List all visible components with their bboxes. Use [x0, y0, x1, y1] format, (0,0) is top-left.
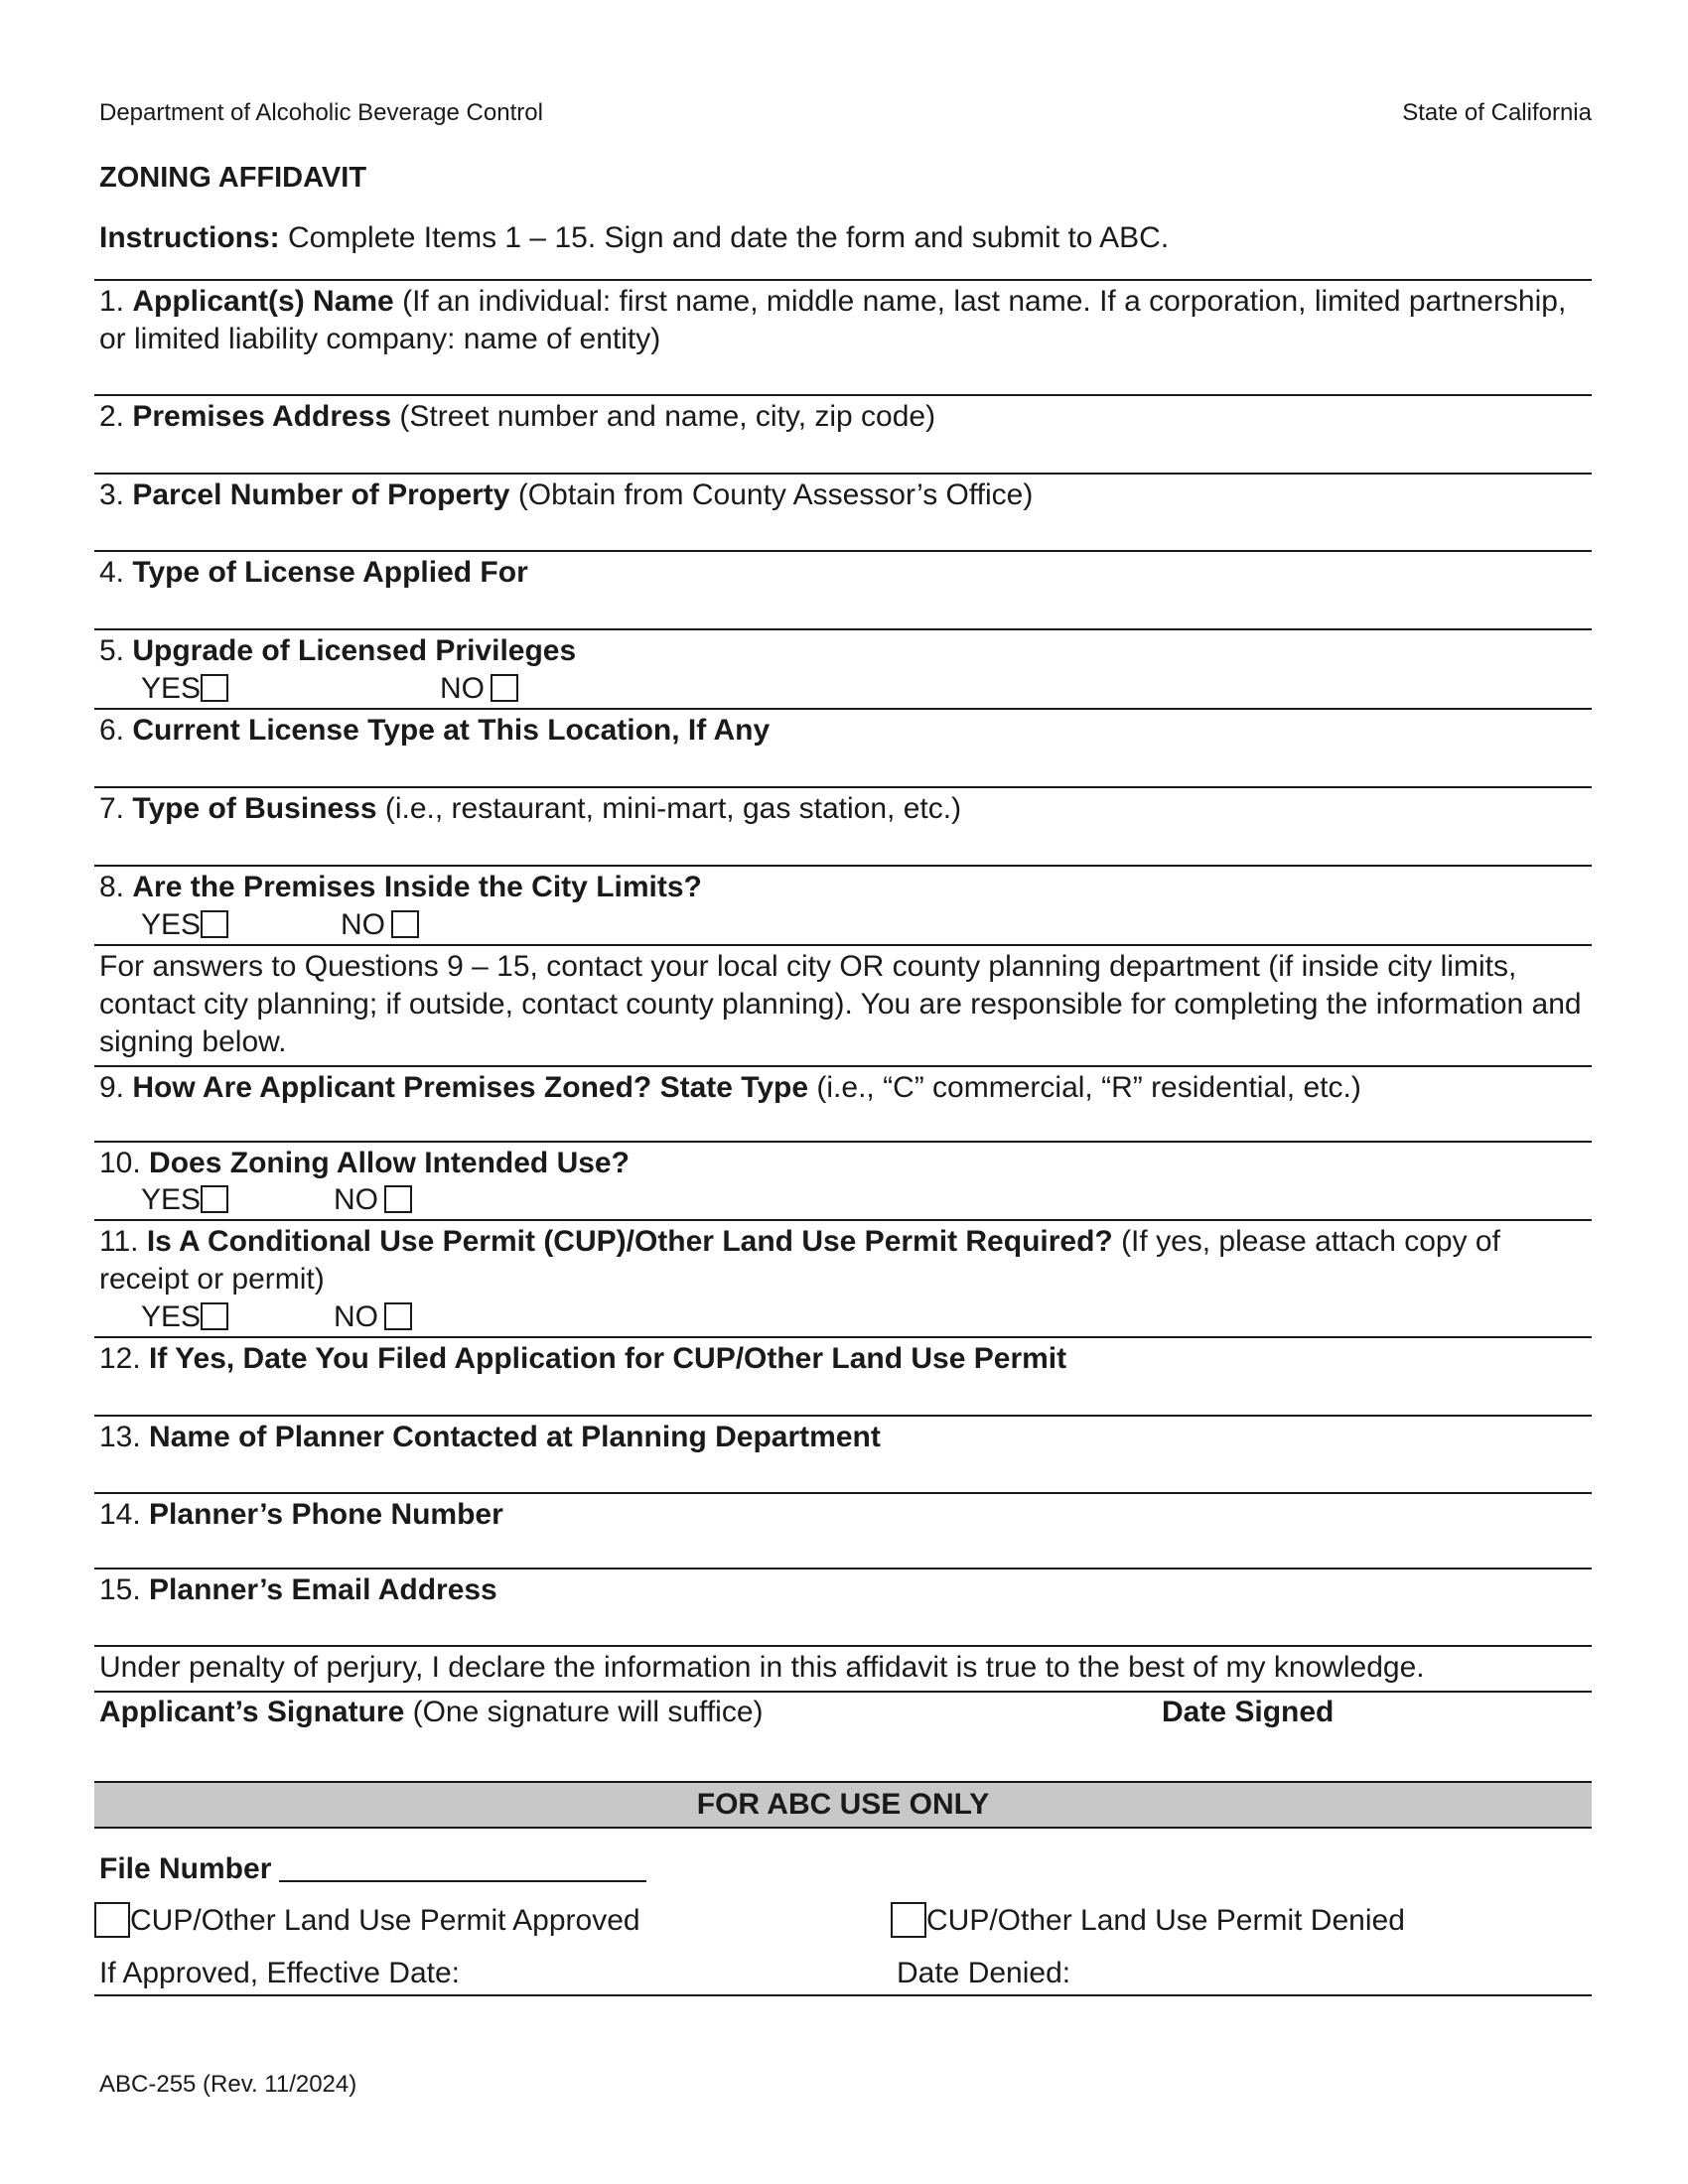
planning-note: For answers to Questions 9 – 15, contact your local city OR county planning department (if inside city limits, contact city planning; if outside, contact county planning). You are responsible for completing the information and signing below.	[99, 950, 1582, 1058]
no-label: NO	[341, 908, 385, 941]
permit-approved-option[interactable]	[94, 1902, 640, 1940]
divider	[94, 1065, 1592, 1067]
item-note: (If an individual: first name, middle name, last name. If a corporation, limited partnership, or limited liability company: name of entity)	[99, 285, 1567, 355]
divider	[94, 1568, 1592, 1570]
item-number: 15.	[99, 1573, 150, 1606]
item-label: Applicant(s) Name	[132, 285, 394, 318]
item-number: 13.	[99, 1421, 150, 1453]
item-11-cup-required	[99, 1223, 1589, 1298]
signature-note: (One signature will suffice)	[404, 1696, 764, 1728]
yes-label: YES	[141, 908, 202, 941]
yes-checkbox[interactable]	[201, 674, 228, 702]
item-label: Name of Planner Contacted at Planning Department	[149, 1421, 881, 1453]
item-number: 11.	[99, 1225, 147, 1258]
divider	[94, 1645, 1592, 1647]
form-id: ABC-255 (Rev. 11/2024)	[99, 2071, 357, 2098]
item-number: 12.	[99, 1342, 150, 1375]
item-label: Type of License Applied For	[132, 556, 528, 589]
divider	[94, 1492, 1592, 1494]
item-number: 10.	[99, 1147, 150, 1179]
divider	[94, 1336, 1592, 1338]
divider	[94, 628, 1592, 630]
date-signed-field[interactable]: Date Signed	[1162, 1696, 1335, 1728]
item-6-current-license[interactable]	[99, 712, 1589, 750]
divider	[94, 1415, 1592, 1417]
item-number: 1.	[99, 285, 133, 318]
yes-checkbox[interactable]	[201, 1302, 228, 1330]
item-note: (i.e., “C” commercial, “R” residential, etc.)	[808, 1071, 1361, 1104]
item-11-no-option[interactable]	[334, 1298, 412, 1336]
yes-label: YES	[141, 1183, 202, 1216]
approved-checkbox[interactable]	[94, 1902, 130, 1938]
item-label: How Are Applicant Premises Zoned? State Type	[132, 1071, 809, 1104]
item-10-no-option[interactable]	[334, 1181, 412, 1219]
instructions-text: Complete Items 1 – 15. Sign and date the form and submit to ABC.	[279, 221, 1170, 254]
item-9-zoning-type[interactable]	[99, 1069, 1589, 1107]
divider	[94, 786, 1592, 788]
divider	[94, 1219, 1592, 1221]
yes-label: YES	[141, 672, 202, 705]
no-label: NO	[334, 1300, 378, 1333]
effective-date-field[interactable]: If Approved, Effective Date:	[99, 1957, 460, 1989]
permit-denied-option[interactable]	[891, 1902, 1405, 1940]
item-5-no-option[interactable]	[440, 670, 518, 708]
item-label: Parcel Number of Property	[132, 478, 510, 511]
item-label: Are the Premises Inside the City Limits?	[132, 871, 702, 903]
item-number: 3.	[99, 478, 133, 511]
file-number-line[interactable]	[279, 1850, 646, 1882]
item-15-planner-email[interactable]	[99, 1571, 1589, 1609]
item-12-cup-filed-date[interactable]	[99, 1340, 1589, 1378]
item-number: 9.	[99, 1071, 133, 1104]
item-label: Current License Type at This Location, If Any	[132, 714, 771, 747]
yes-label: YES	[141, 1300, 202, 1333]
item-8-city-limits	[99, 869, 1589, 906]
divider	[94, 708, 1592, 710]
file-number-label: File Number	[99, 1852, 272, 1885]
item-11-yes-option[interactable]	[141, 1298, 228, 1336]
item-number: 14.	[99, 1498, 150, 1531]
item-note: (Street number and name, city, zip code)	[391, 400, 936, 433]
item-number: 2.	[99, 400, 133, 433]
item-1-applicant-name[interactable]	[99, 283, 1589, 358]
item-7-business-type[interactable]	[99, 790, 1589, 828]
item-5-yes-option[interactable]	[141, 670, 228, 708]
no-checkbox[interactable]	[391, 910, 419, 938]
abc-use-only-banner: FOR ABC USE ONLY	[94, 1781, 1592, 1829]
date-denied-field[interactable]: Date Denied:	[897, 1957, 1071, 1989]
item-number: 5.	[99, 634, 133, 667]
item-3-parcel-number[interactable]	[99, 477, 1589, 514]
yes-checkbox[interactable]	[201, 910, 228, 938]
item-number: 7.	[99, 792, 133, 825]
item-10-yes-option[interactable]	[141, 1181, 228, 1219]
item-10-zoning-allows-use	[99, 1145, 1589, 1182]
item-label: Planner’s Email Address	[149, 1573, 497, 1606]
denied-label: CUP/Other Land Use Permit Denied	[926, 1904, 1405, 1937]
item-label: Type of Business	[132, 792, 377, 825]
item-5-upgrade-privileges	[99, 632, 1589, 670]
no-checkbox[interactable]	[384, 1302, 412, 1330]
item-label: Does Zoning Allow Intended Use?	[149, 1147, 630, 1179]
item-label: If Yes, Date You Filed Application for CUP/Other Land Use Permit	[149, 1342, 1067, 1375]
divider	[94, 550, 1592, 552]
instructions-label: Instructions:	[99, 221, 280, 254]
form-title: ZONING AFFIDAVIT	[99, 162, 367, 194]
divider	[94, 1691, 1592, 1693]
divider	[94, 1141, 1592, 1143]
perjury-statement: Under penalty of perjury, I declare the information in this affidavit is true to the best of my knowledge.	[99, 1651, 1425, 1684]
item-8-yes-option[interactable]	[141, 906, 228, 944]
item-number: 8.	[99, 871, 133, 903]
instructions	[99, 219, 1589, 257]
file-number-field[interactable]	[99, 1850, 646, 1888]
state-name: State of California	[1402, 99, 1592, 126]
denied-checkbox[interactable]	[891, 1902, 926, 1938]
item-2-premises-address[interactable]	[99, 398, 1589, 436]
divider	[94, 394, 1592, 396]
item-13-planner-name[interactable]	[99, 1419, 1589, 1456]
no-label: NO	[440, 672, 485, 705]
approved-label: CUP/Other Land Use Permit Approved	[130, 1904, 640, 1937]
yes-checkbox[interactable]	[201, 1185, 228, 1213]
divider	[94, 944, 1592, 946]
divider	[94, 1994, 1592, 1996]
signature-label: Applicant’s Signature	[99, 1696, 405, 1728]
item-number: 6.	[99, 714, 133, 747]
signature-field[interactable]	[99, 1694, 1589, 1731]
item-8-no-option[interactable]	[341, 906, 419, 944]
item-label: Upgrade of Licensed Privileges	[132, 634, 577, 667]
no-label: NO	[334, 1183, 378, 1216]
department-name: Department of Alcoholic Beverage Control	[99, 99, 543, 126]
divider	[94, 865, 1592, 867]
item-note: (Obtain from County Assessor’s Office)	[509, 478, 1034, 511]
divider	[94, 473, 1592, 475]
item-note: (i.e., restaurant, mini-mart, gas station, etc.)	[376, 792, 962, 825]
item-number: 4.	[99, 556, 133, 589]
item-14-planner-phone[interactable]	[99, 1496, 1589, 1534]
item-label: Premises Address	[132, 400, 392, 433]
item-label: Is A Conditional Use Permit (CUP)/Other Land Use Permit Required?	[146, 1225, 1113, 1258]
item-note: (If yes, please attach copy of receipt or permit)	[99, 1225, 1500, 1296]
no-checkbox[interactable]	[491, 674, 518, 702]
item-4-license-type[interactable]	[99, 554, 1589, 592]
no-checkbox[interactable]	[384, 1185, 412, 1213]
divider	[94, 279, 1592, 281]
item-label: Planner’s Phone Number	[149, 1498, 503, 1531]
